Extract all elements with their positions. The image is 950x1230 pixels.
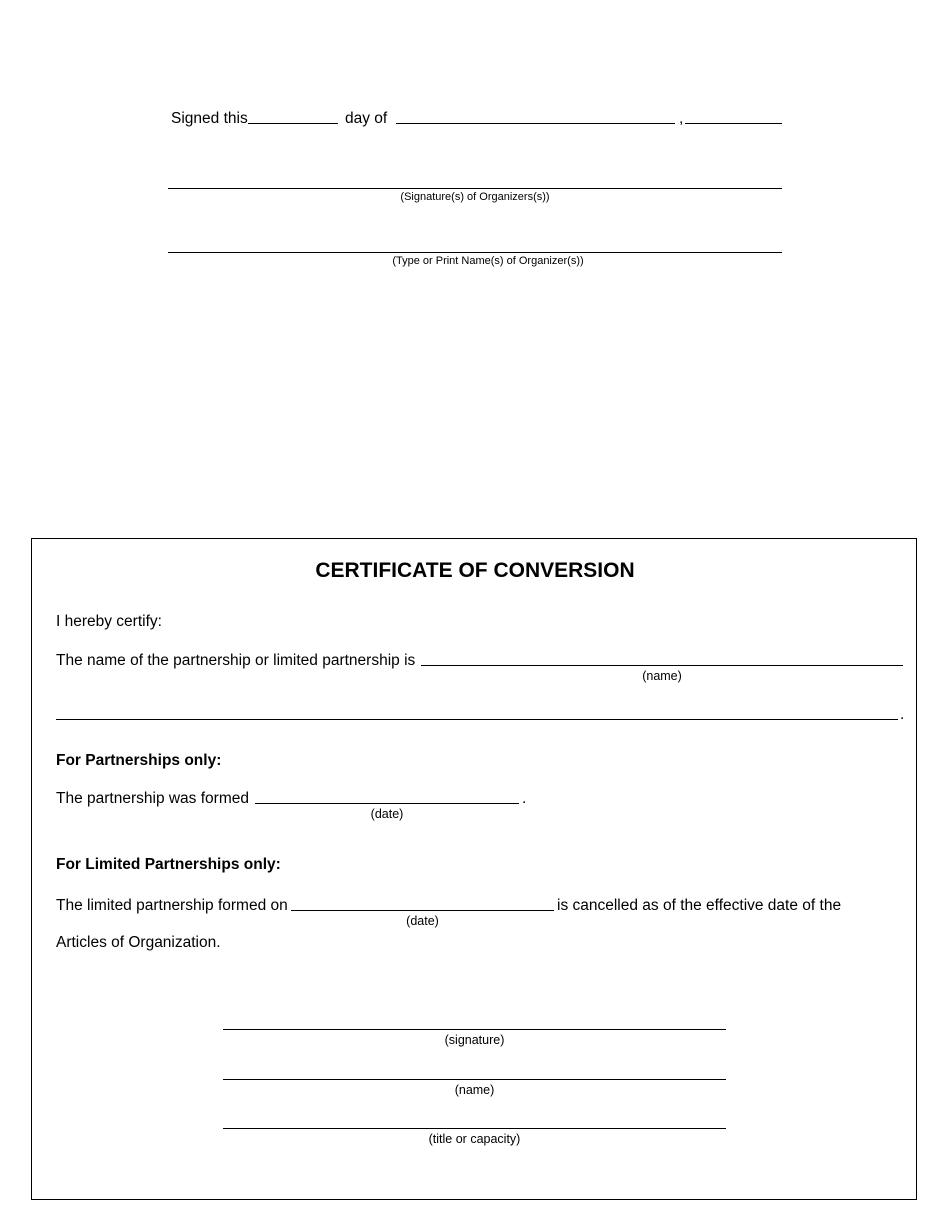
signed-year-field[interactable] [685,123,782,124]
partnerships-only-heading: For Partnerships only: [56,752,222,769]
signed-day-field[interactable] [248,123,338,124]
partnership-formed-label: The partnership was formed [56,790,249,807]
limited-cancel-text: is cancelled as of the effective date of the [557,897,842,914]
name-end-period: . [900,706,905,723]
certify-intro: I hereby certify: [56,613,162,630]
articles-of-organization-text: Articles of Organization. [56,934,221,951]
limited-date-caption: (date) [406,914,439,928]
partnership-date-caption: (date) [370,807,404,821]
certificate-name-field[interactable] [223,1079,726,1080]
organizer-print-name-field[interactable] [168,252,782,253]
partnership-formed-date-field[interactable] [255,803,519,804]
signed-month-field[interactable] [396,123,675,124]
certificate-signature-field[interactable] [223,1029,726,1030]
partnership-name-field-continued[interactable] [56,719,898,720]
partnership-end-period: . [522,790,527,807]
limited-formed-date-field[interactable] [291,910,554,911]
comma-separator: , [679,110,684,127]
certificate-title-field[interactable] [223,1128,726,1129]
organizer-print-name-caption: (Type or Print Name(s) of Organizer(s)) [392,255,584,267]
title-capacity-caption: (title or capacity) [428,1132,521,1146]
partnership-name-field[interactable] [421,665,903,666]
partnership-name-label: The name of the partnership or limited partnership is [56,652,416,669]
organizer-signature-field[interactable] [168,188,782,189]
certificate-title: CERTIFICATE OF CONVERSION [315,559,635,582]
name-caption: (name) [454,1083,495,1097]
limited-formed-label: The limited partnership formed on [56,897,288,914]
partnership-name-caption: (name) [642,669,682,683]
day-of-label: day of [345,110,388,127]
limited-partnerships-heading: For Limited Partnerships only: [56,856,281,873]
signature-caption: (signature) [444,1033,505,1047]
signed-this-label: Signed this [171,110,248,127]
organizer-signature-caption: (Signature(s) of Organizers(s)) [400,191,550,203]
